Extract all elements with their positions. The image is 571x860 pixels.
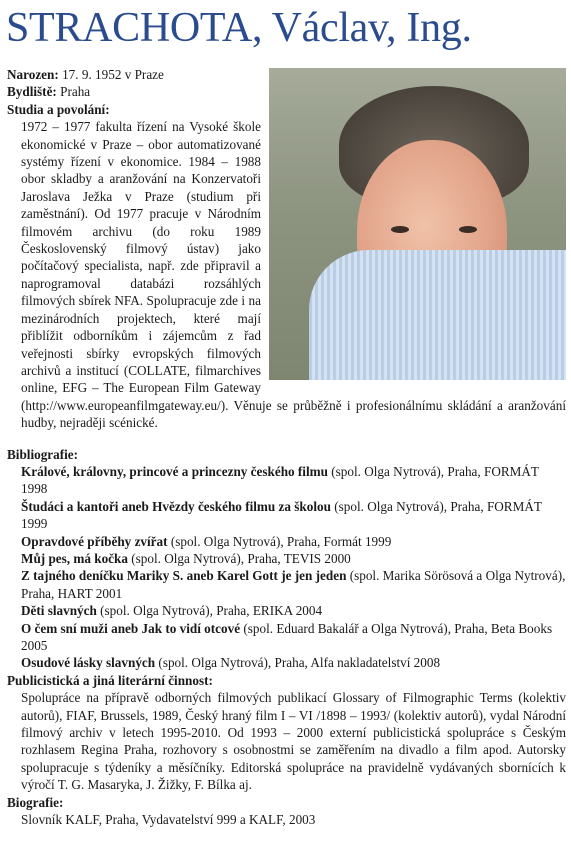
book-details: (spol. Olga Nytrová), Praha, FORMÁT 1998 [21, 463, 539, 497]
biographies-text: Slovník KALF, Praha, Vydavatelství 999 a KALF, 2003 [21, 812, 316, 828]
bibliography-item [21, 654, 566, 671]
page-title: STRACHOTA, Václav, Ing. [6, 5, 472, 51]
publicist-heading: Publicistická a jiná literární činnost: [7, 672, 213, 688]
bibliography-item [21, 498, 566, 533]
book-title: Můj pes, má kočka [21, 550, 128, 566]
book-title: Opravdové příběhy zvířat [21, 533, 168, 549]
bibliography-item [21, 550, 566, 567]
bibliography-item [21, 533, 566, 550]
book-details: (spol. Eduard Bakalář a Olga Nytrová), Praha, Beta Books 2005 [21, 620, 553, 653]
book-details: (spol. Olga Nytrová), Praha, Alfa nakladatelství 2008 [155, 655, 441, 671]
book-title: Děti slavných [21, 603, 97, 619]
bibliography-item [21, 602, 566, 619]
book-title: Osudové lásky slavných [21, 655, 156, 671]
bibliography-item [21, 567, 566, 602]
book-title: O čem sní muži aneb Jak to vidí otcové [21, 620, 241, 636]
studies-text: 1972 – 1977 fakulta řízení na Vysoké škole ekonomické v Praze – obor automatizované systémy řízení v ekonomice. 1984 – 1988 obor skladby a aranžování na Konzervatoři Jaroslava Ježka v Praze (studium při zaměstnání). Od 1977 pracuje v Národním filmovém archivu (do roku 1989 Československý filmový ústav) jako počítačový specialista, např. zde připravil a naprogramoval databázi rozsáhlých filmových sbírek NFA. Spolupracuje zde i na mezinárodních projektech, které mají přiblížit odborníkům i zájemcům z řad veřejnosti sbírky evropských filmových archivů a institucí (COLLATE, filmarchives online, EFG – The European Film Gateway (http://www.europeanfilmgateway.eu/). Věnuje se průběžně i profesionálnímu skládání a aranžování hudby, nejraději scénické. [21, 119, 566, 431]
residence-value: Praha [56, 84, 91, 100]
bibliography-item [21, 620, 566, 655]
book-details: (spol. Olga Nytrová), Praha, FORMÁT 1999 [21, 498, 542, 532]
bibliography-list [7, 463, 566, 672]
residence-label: Bydliště: [7, 84, 57, 100]
book-title: Králové, královny, princové a princezny českého filmu [21, 463, 328, 479]
born-label: Narozen: [7, 67, 59, 82]
bibliography-heading: Bibliografie: [7, 446, 79, 462]
profile-content [7, 66, 566, 828]
book-details: (spol. Marika Sörösová a Olga Nytrová), Praha, HART 2001 [21, 568, 566, 601]
book-title: Z tajného deníčku Mariky S. aneb Karel Gott je jen jeden [21, 568, 347, 584]
book-details: (spol. Olga Nytrová), Praha, ERIKA 2004 [96, 603, 323, 619]
publicist-text: Spolupráce na přípravě odborných filmových publikací Glossary of Filmographic Terms (kolektiv autorů), FIAF, Brussels, 1989, Český hraný film I – VI /1898 – 1993/ (kolektiv autorů), vydal Národní filmový archiv v letech 1995-2010. Od 1993 – 2000 externí publicistická spolupráce s Českým rozhlasem Regina Praha, rozhovory s osobnostmi se zaměřením na divadlo a film apod. Autorsky spolupracuje s týdeníky a měsíčníky. Editorská spolupráce na pravidelně vydávaných sbornících k výročí T. G. Masaryka, J. Žižky, F. Bílka aj. [21, 690, 566, 793]
born-value: 17. 9. 1952 v Praze [58, 67, 164, 82]
bibliography-item [21, 463, 566, 498]
biographies-heading: Biografie: [7, 794, 64, 810]
studies-heading: Studia a povolání: [7, 101, 110, 117]
portrait-photo [269, 68, 566, 380]
book-details: (spol. Olga Nytrová), Praha, Formát 1999 [167, 533, 392, 549]
book-title: Študáci a kantoři aneb Hvězdy českého filmu za školou [21, 498, 331, 514]
book-details: (spol. Olga Nytrová), Praha, TEVIS 2000 [127, 550, 351, 566]
